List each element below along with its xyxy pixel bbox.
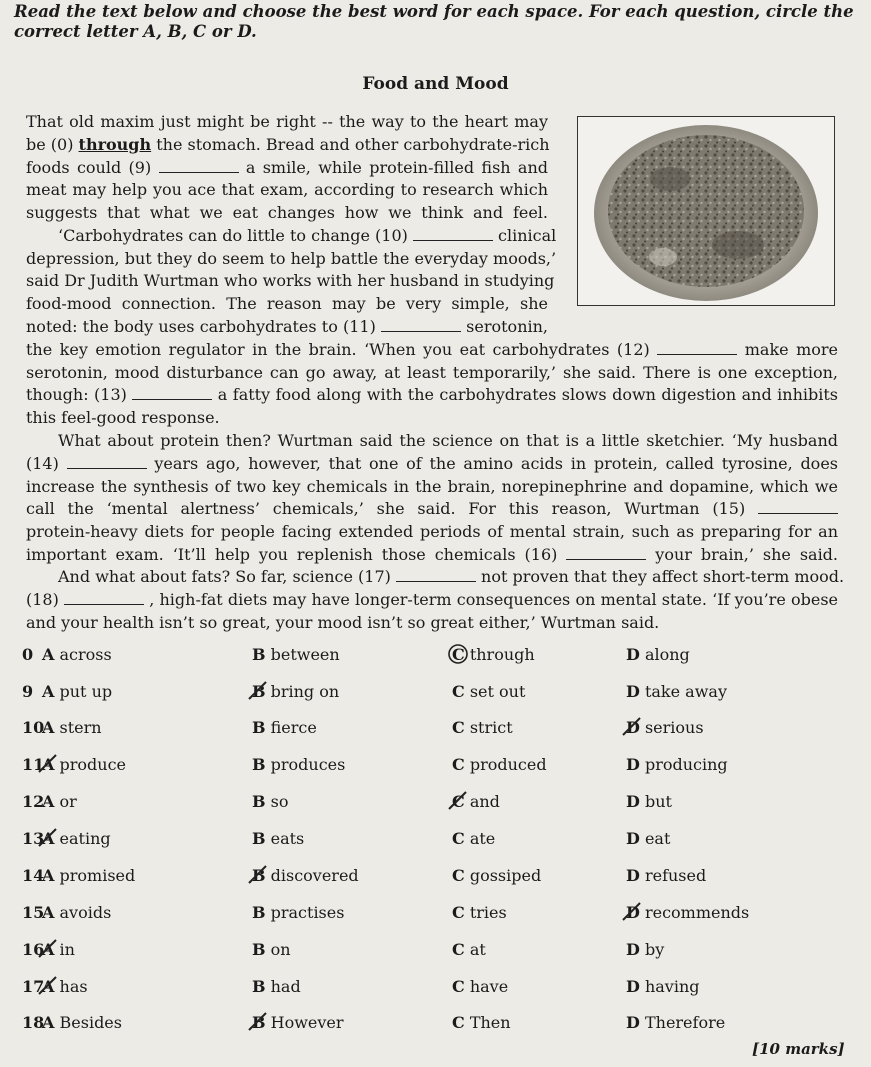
passage-line: noted: the body uses carbohydrates to (11) serotonin,: [26, 317, 549, 336]
answer-blank: [132, 385, 212, 400]
answer-blank: [566, 545, 646, 560]
passage-line: suggests that what we eat changes how we think and feel.: [26, 203, 548, 222]
answer-option[interactable]: D eat: [626, 829, 671, 848]
passage-line: though: (13) a fatty food along with the carbohydrates slows down digestion and inhibits: [26, 385, 839, 404]
answer-option[interactable]: A across: [42, 645, 112, 664]
answer-blank: [657, 340, 737, 355]
question-number: 13: [22, 829, 45, 848]
instructions: Read the text below and choose the best word for each space. For each question, circle the correct letter A, B, C or D.: [14, 2, 854, 41]
answer-option[interactable]: A avoids: [42, 903, 112, 922]
question-number: 17: [22, 977, 45, 996]
answer-option[interactable]: B discovered: [252, 866, 359, 885]
answer-blank: [758, 499, 838, 514]
question-number: 15: [22, 903, 45, 922]
passage-line: the key emotion regulator in the brain. ‘When you eat carbohydrates (12) make more: [26, 340, 838, 359]
passage-line: And what about fats? So far, science (17) not proven that they affect short-term mood.: [58, 567, 845, 586]
answer-option[interactable]: B on: [252, 940, 291, 959]
answer-blank: [64, 590, 144, 605]
question-number: 14: [22, 866, 45, 885]
answer-option[interactable]: C at: [452, 940, 486, 959]
question-number: 11: [22, 755, 45, 774]
answer-option[interactable]: A promised: [42, 866, 136, 885]
answer-option[interactable]: B so: [252, 792, 289, 811]
question-number: 12: [22, 792, 45, 811]
question-number: 0: [22, 645, 34, 664]
answer-option[interactable]: A stern: [42, 718, 102, 737]
answer-option[interactable]: B had: [252, 977, 301, 996]
passage-line: food-mood connection. The reason may be very simple, she: [26, 294, 548, 313]
answer-option[interactable]: D producing: [626, 755, 728, 774]
answer-option[interactable]: D serious: [626, 718, 704, 737]
passage-line: What about protein then? Wurtman said the science on that is a little sketchier. ‘My husband: [58, 431, 838, 450]
answer-option[interactable]: D recommends: [626, 903, 750, 922]
question-number: 16: [22, 940, 45, 959]
passage-line: (14) years ago, however, that one of the amino acids in protein, called tyrosine, does: [26, 454, 838, 473]
answer-option[interactable]: B between: [252, 645, 340, 664]
answer-option[interactable]: C produced: [452, 755, 547, 774]
answer-option[interactable]: D take away: [626, 682, 727, 701]
answer-option[interactable]: D Therefore: [626, 1013, 726, 1032]
answer-blank: [67, 454, 147, 469]
answer-option[interactable]: C through: [452, 645, 535, 664]
question-number: 18: [22, 1013, 45, 1032]
passage-line: said Dr Judith Wurtman who works with her husband in studying: [26, 271, 555, 290]
passage-line: serotonin, mood disturbance can go away, at least temporarily,’ she said. There is one exception,: [26, 363, 838, 382]
passage-line: (18) , high-fat diets may have longer-term consequences on mental state. ‘If you’re obese: [26, 590, 839, 609]
passage-line: depression, but they do seem to help battle the everyday moods,’: [26, 249, 557, 268]
answer-blank: [159, 158, 239, 173]
marks-label: [10 marks]: [752, 1040, 845, 1058]
answer-option[interactable]: D but: [626, 792, 672, 811]
answer-option[interactable]: C Then: [452, 1013, 511, 1032]
answer-option[interactable]: D refused: [626, 866, 707, 885]
passage-line: call the ‘mental alertness’ chemicals,’ she said. For this reason, Wurtman (15): [26, 498, 838, 519]
answer-option[interactable]: C strict: [452, 718, 513, 737]
passage-line: increase the synthesis of two key chemicals in the brain, norepinephrine and dopamine, which we: [26, 477, 838, 496]
answer-option[interactable]: A put up: [42, 682, 113, 701]
answer-option[interactable]: B eats: [252, 829, 305, 848]
passage-line: protein-heavy diets for people facing extended periods of mental strain, such as preparing for an: [26, 522, 838, 541]
answer-option[interactable]: A in: [42, 940, 75, 959]
passage-line: and your health isn’t so great, your mood isn’t so great either,’ Wurtman said.: [26, 613, 660, 632]
answer-option[interactable]: B practises: [252, 903, 345, 922]
answer-blank: [413, 226, 493, 241]
passage-line: foods could (9) a smile, while protein-filled fish and: [26, 158, 548, 177]
passage-line: That old maxim just might be right -- the way to the heart may: [26, 112, 548, 131]
answer-option[interactable]: A Besides: [42, 1013, 122, 1032]
answer-option[interactable]: C and: [452, 792, 500, 811]
page-title: Food and Mood: [362, 74, 509, 94]
answer-blank: [381, 317, 461, 332]
answer-option[interactable]: B bring on: [252, 682, 340, 701]
answer-option[interactable]: B fierce: [252, 718, 317, 737]
answer-option[interactable]: A eating: [42, 829, 111, 848]
passage-line: this feel-good response.: [26, 408, 220, 427]
answer-option[interactable]: D by: [626, 940, 665, 959]
answer-blank: [396, 567, 476, 582]
passage-line: ‘Carbohydrates can do little to change (10) clinical: [58, 226, 557, 245]
answer-option[interactable]: C tries: [452, 903, 507, 922]
answer-option[interactable]: B However: [252, 1013, 344, 1032]
answer-option[interactable]: C have: [452, 977, 509, 996]
food-photo: [577, 116, 835, 306]
answer-option[interactable]: B produces: [252, 755, 346, 774]
passage-line: be (0) through the stomach. Bread and other carbohydrate-rich: [26, 135, 550, 154]
answer-option[interactable]: C gossiped: [452, 866, 542, 885]
answer-option[interactable]: D along: [626, 645, 690, 664]
answer-option[interactable]: D having: [626, 977, 700, 996]
passage-line: meat may help you ace that exam, according to research which: [26, 180, 548, 199]
passage-line: important exam. ‘It’ll help you replenish those chemicals (16) your brain,’ she said.: [26, 545, 839, 564]
answer-option[interactable]: C set out: [452, 682, 526, 701]
answer-option[interactable]: A produce: [42, 755, 127, 774]
answer-option[interactable]: A has: [42, 977, 88, 996]
answer-option[interactable]: C ate: [452, 829, 496, 848]
answer-option[interactable]: A or: [42, 792, 77, 811]
question-number: 10: [22, 718, 45, 737]
question-number: 9: [22, 682, 34, 701]
